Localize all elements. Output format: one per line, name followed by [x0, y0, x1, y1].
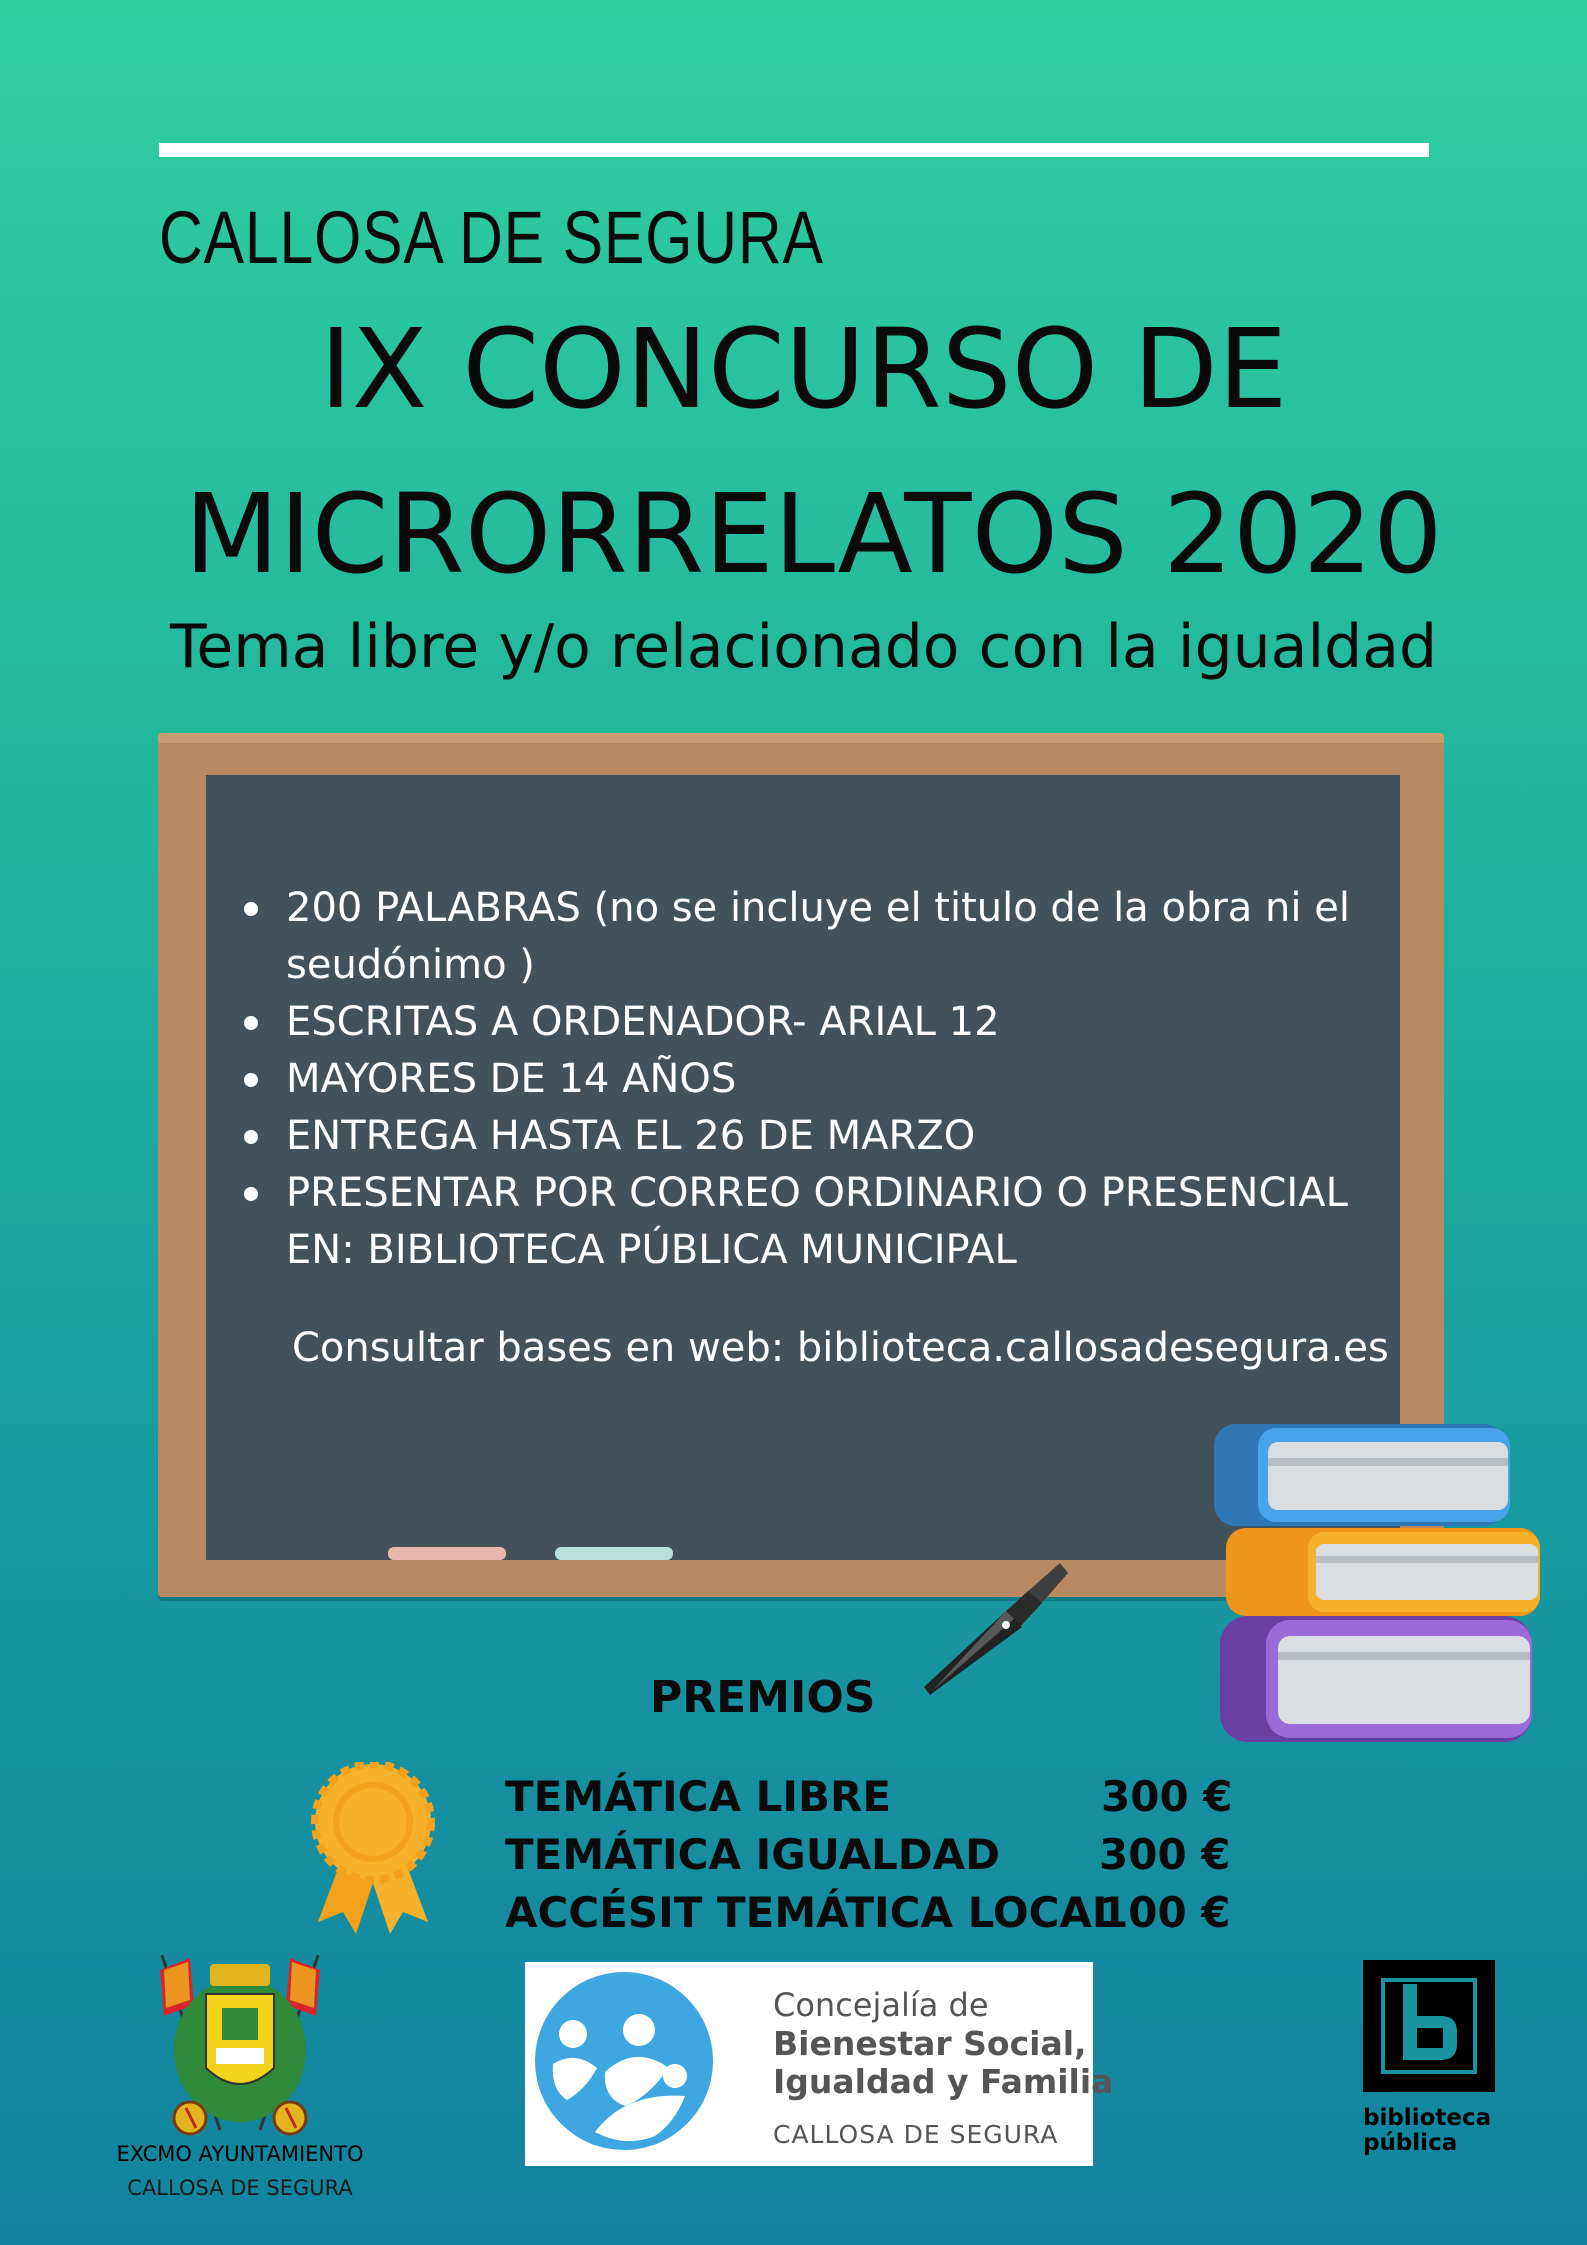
concejalia-line-2: Bienestar Social, [773, 2024, 1087, 2063]
books-icon [1208, 1420, 1548, 1750]
top-divider [159, 143, 1429, 157]
coat-of-arms-icon [150, 1950, 330, 2150]
concejalia-town: CALLOSA DE SEGURA [773, 2120, 1059, 2149]
rule-item: ESCRITAS A ORDENADOR- ARIAL 12 [286, 994, 1426, 1051]
concejalia-line-3: Igualdad y Familia [773, 2062, 1114, 2101]
title-line-1: IX CONCURSO DE [319, 305, 1288, 433]
bullet-icon [244, 1073, 258, 1087]
pen-nib-icon [920, 1555, 1070, 1705]
title-line-2: MICRORRELATOS 2020 [184, 470, 1443, 598]
chalk-piece-mint [555, 1547, 673, 1560]
website-note: Consultar bases en web: biblioteca.callosadesegura.es [292, 1325, 1389, 1371]
bullet-icon [244, 902, 258, 916]
concejalia-line-1: Concejalía de [773, 1986, 989, 2024]
prize-amount: 300 € [1101, 1772, 1233, 1821]
bullet-icon [244, 1130, 258, 1144]
concejalia-logo-icon [535, 1972, 713, 2150]
prize-label: TEMÁTICA LIBRE [505, 1772, 892, 1821]
rule-item: ENTREGA HASTA EL 26 DE MARZO [286, 1108, 1426, 1165]
prize-label: TEMÁTICA IGUALDAD [505, 1830, 1001, 1879]
rule-item: MAYORES DE 14 AÑOS [286, 1051, 1426, 1108]
chalk-piece-pink [388, 1547, 506, 1560]
rules-list [246, 880, 1426, 1279]
ayuntamiento-town: CALLOSA DE SEGURA [127, 2176, 353, 2200]
town-name: CALLOSA DE SEGURA [159, 196, 824, 279]
biblioteca-label-1: biblioteca [1363, 2105, 1492, 2131]
bullet-icon [244, 1187, 258, 1201]
ayuntamiento-label: EXCMO AYUNTAMIENTO [116, 2142, 364, 2166]
medal-icon [308, 1762, 438, 1937]
prize-amount: 300 € [1099, 1830, 1231, 1879]
prize-label: ACCÉSIT TEMÁTICA LOCAL [505, 1888, 1119, 1937]
subtitle: Tema libre y/o relacionado con la igualdad [169, 612, 1438, 682]
biblioteca-logo-icon [1363, 1960, 1495, 2092]
bullet-icon [244, 1016, 258, 1030]
prize-amount: 100 € [1099, 1888, 1231, 1937]
biblioteca-label-2: pública [1363, 2130, 1458, 2156]
rule-item: PRESENTAR POR CORREO ORDINARIO O PRESENCIAL EN: BIBLIOTECA PÚBLICA MUNICIPAL [286, 1165, 1426, 1279]
prizes-heading: PREMIOS [650, 1672, 876, 1723]
rule-item: 200 PALABRAS (no se incluye el titulo de la obra ni el seudónimo ) [286, 880, 1426, 994]
